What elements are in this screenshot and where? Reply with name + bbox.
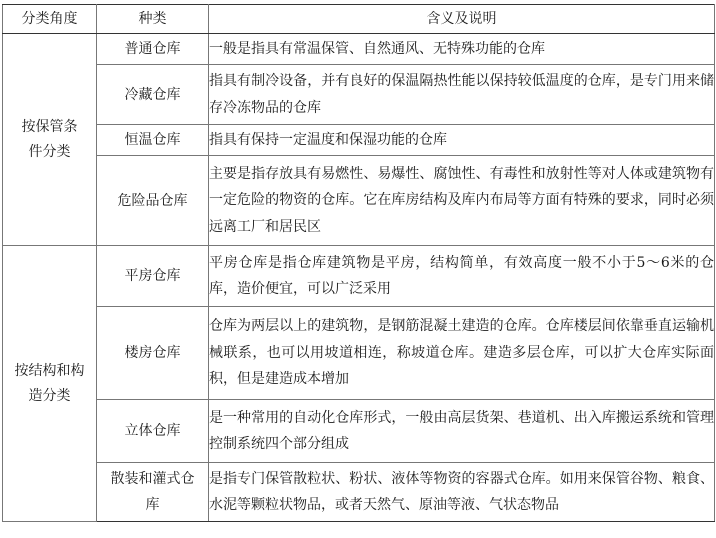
table-row (3, 65, 715, 125)
description-cell: 指具有保持一定温度和保湿功能的仓库 (209, 125, 715, 156)
description-cell: 是一种常用的自动化仓库形式，一般由高层货架、巷道机、出入库搬运系统和管理控制系统四个部分组成 (209, 400, 715, 463)
description-cell: 平房仓库是指仓库建筑物是平房，结构简单，有效高度一般不小于5～6米的仓库，造价便宜，可以广泛采用 (209, 246, 715, 307)
description-cell: 一般是指具有常温保管、自然通风、无特殊功能的仓库 (209, 34, 715, 65)
category-cell (3, 246, 97, 522)
category-label: 按保管条件分类 (21, 118, 78, 160)
kind-cell: 普通仓库 (97, 34, 209, 65)
kind-cell: 恒温仓库 (97, 125, 209, 156)
kind-cell: 平房仓库 (97, 246, 209, 307)
category-label: 按结构和构造分类 (14, 362, 85, 404)
description-cell: 指具有制冷设备，并有良好的保温隔热性能以保持较低温度的仓库，是专门用来储存冷冻物品的仓库 (209, 65, 715, 125)
table-row (3, 307, 715, 400)
kind-label: 散装和灌式仓库 (110, 471, 195, 513)
table-row (3, 125, 715, 156)
header-kind: 种类 (97, 5, 209, 34)
table-row (3, 463, 715, 522)
table-row (3, 34, 715, 65)
table-row (3, 156, 715, 246)
kind-cell: 危险品仓库 (97, 156, 209, 246)
header-category: 分类角度 (3, 5, 97, 34)
category-cell (3, 34, 97, 246)
table-row (3, 246, 715, 307)
header-description: 含义及说明 (209, 5, 715, 34)
kind-cell: 楼房仓库 (97, 307, 209, 400)
kind-cell (97, 463, 209, 522)
description-cell: 主要是指存放具有易燃性、易爆性、腐蚀性、有毒性和放射性等对人体或建筑物有一定危险的物资的仓库。它在库房结构及库内布局等方面有特殊的要求，同时必须远离工厂和居民区 (209, 156, 715, 246)
kind-cell: 立体仓库 (97, 400, 209, 463)
kind-cell: 冷藏仓库 (97, 65, 209, 125)
table-row (3, 400, 715, 463)
description-cell: 仓库为两层以上的建筑物，是钢筋混凝土建造的仓库。仓库楼层间依靠垂直运输机械联系，也可以用坡道相连，称坡道仓库。建造多层仓库，可以扩大仓库实际面积，但是建造成本增加 (209, 307, 715, 400)
description-cell: 是指专门保管散粒状、粉状、液体等物资的容器式仓库。如用来保管谷物、粮食、水泥等颗粒状物品，或者天然气、原油等液、气状态物品 (209, 463, 715, 522)
header-row (3, 5, 715, 34)
warehouse-classification-table (2, 4, 715, 522)
